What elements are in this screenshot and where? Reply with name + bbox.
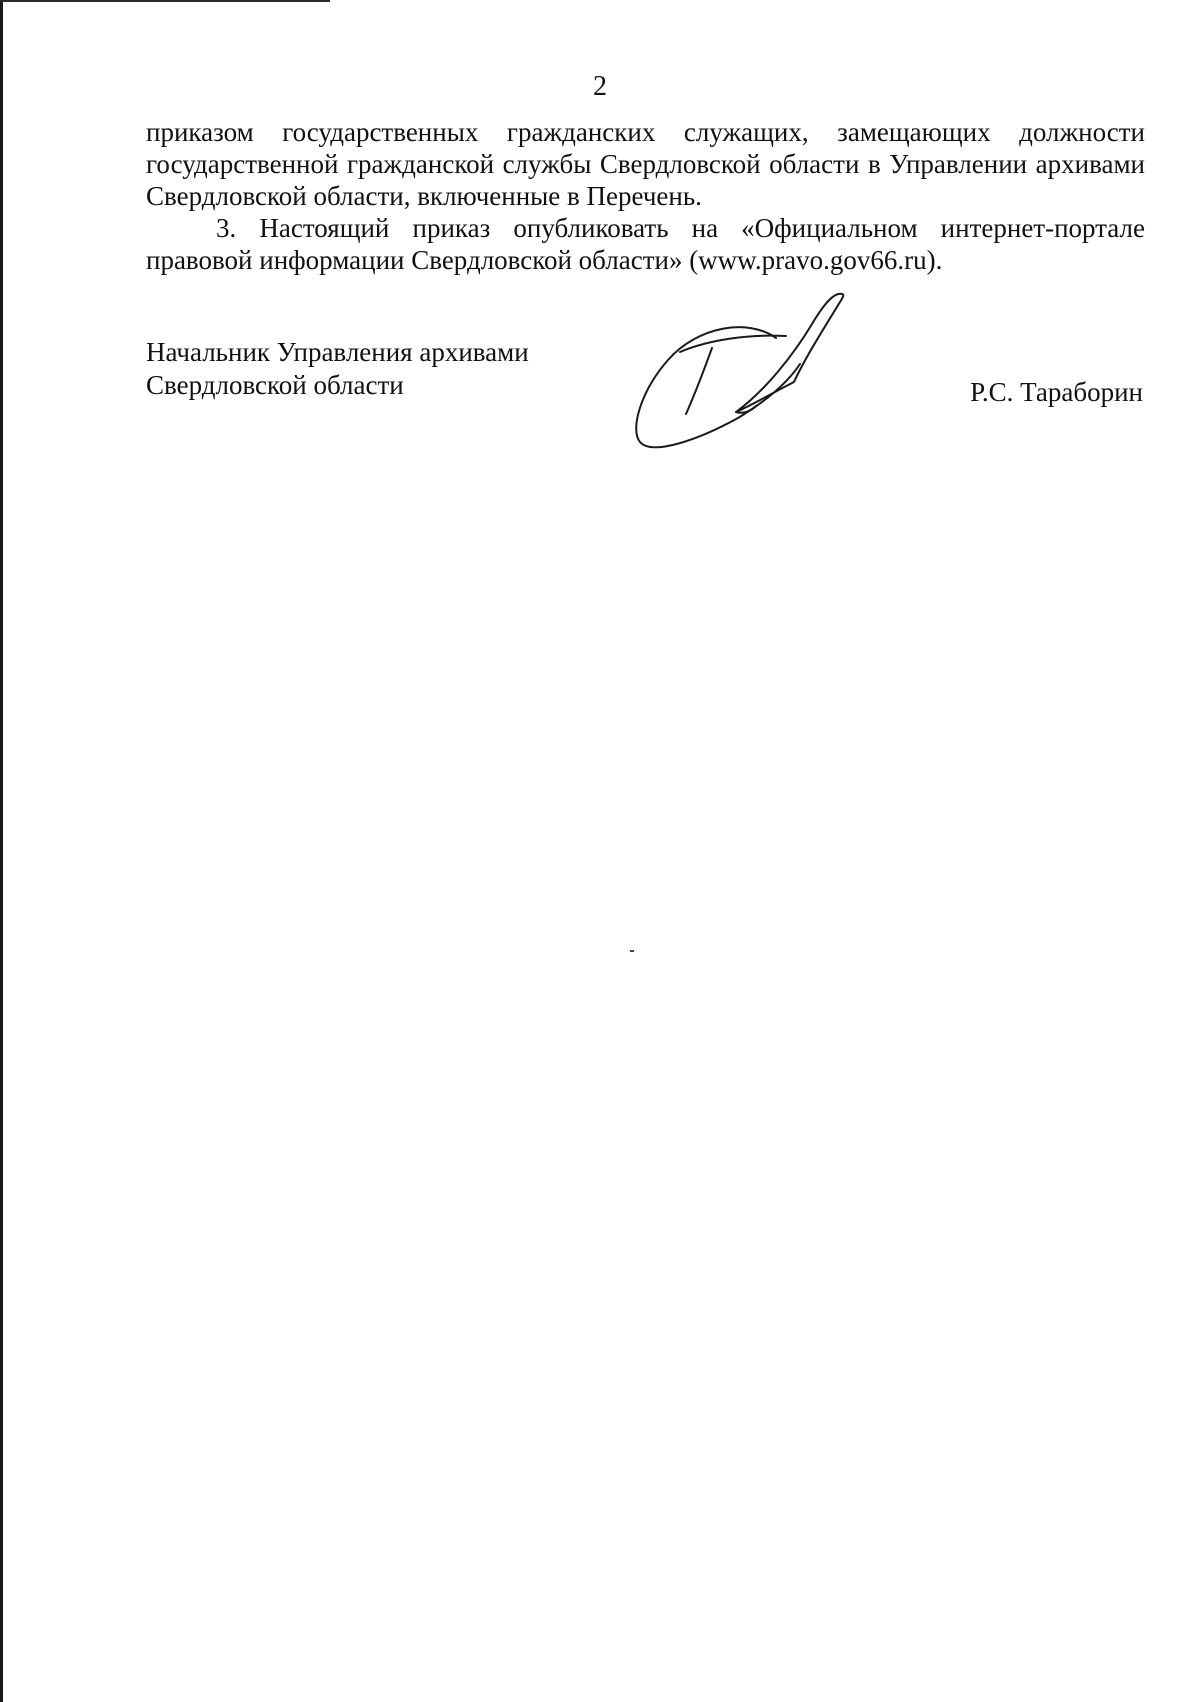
scan-speck (630, 950, 634, 952)
scan-border-left (0, 0, 3, 1702)
paragraph-item-3: 3. Настоящий приказ опубликовать на «Официальном интернет-портале правовой информации Свердловской области» (www.pravo.gov66.ru). (146, 213, 1145, 275)
handwritten-signature-icon (628, 290, 868, 460)
signer-position (146, 336, 529, 402)
signer-name: Р.С. Тараборин (970, 377, 1143, 407)
signer-position-line-1: Начальник Управления архивами (146, 337, 529, 367)
signer-position-line-2: Свердловской области (146, 370, 404, 400)
paragraph-continuation: приказом государственных гражданских служащих, замещающих должности государственной гражданской службы Свердловской области в Управлении архивами Свердловской области, включенные в Перечень. (146, 117, 1145, 211)
scan-border-top (0, 0, 330, 2)
page-number: 2 (593, 71, 607, 102)
